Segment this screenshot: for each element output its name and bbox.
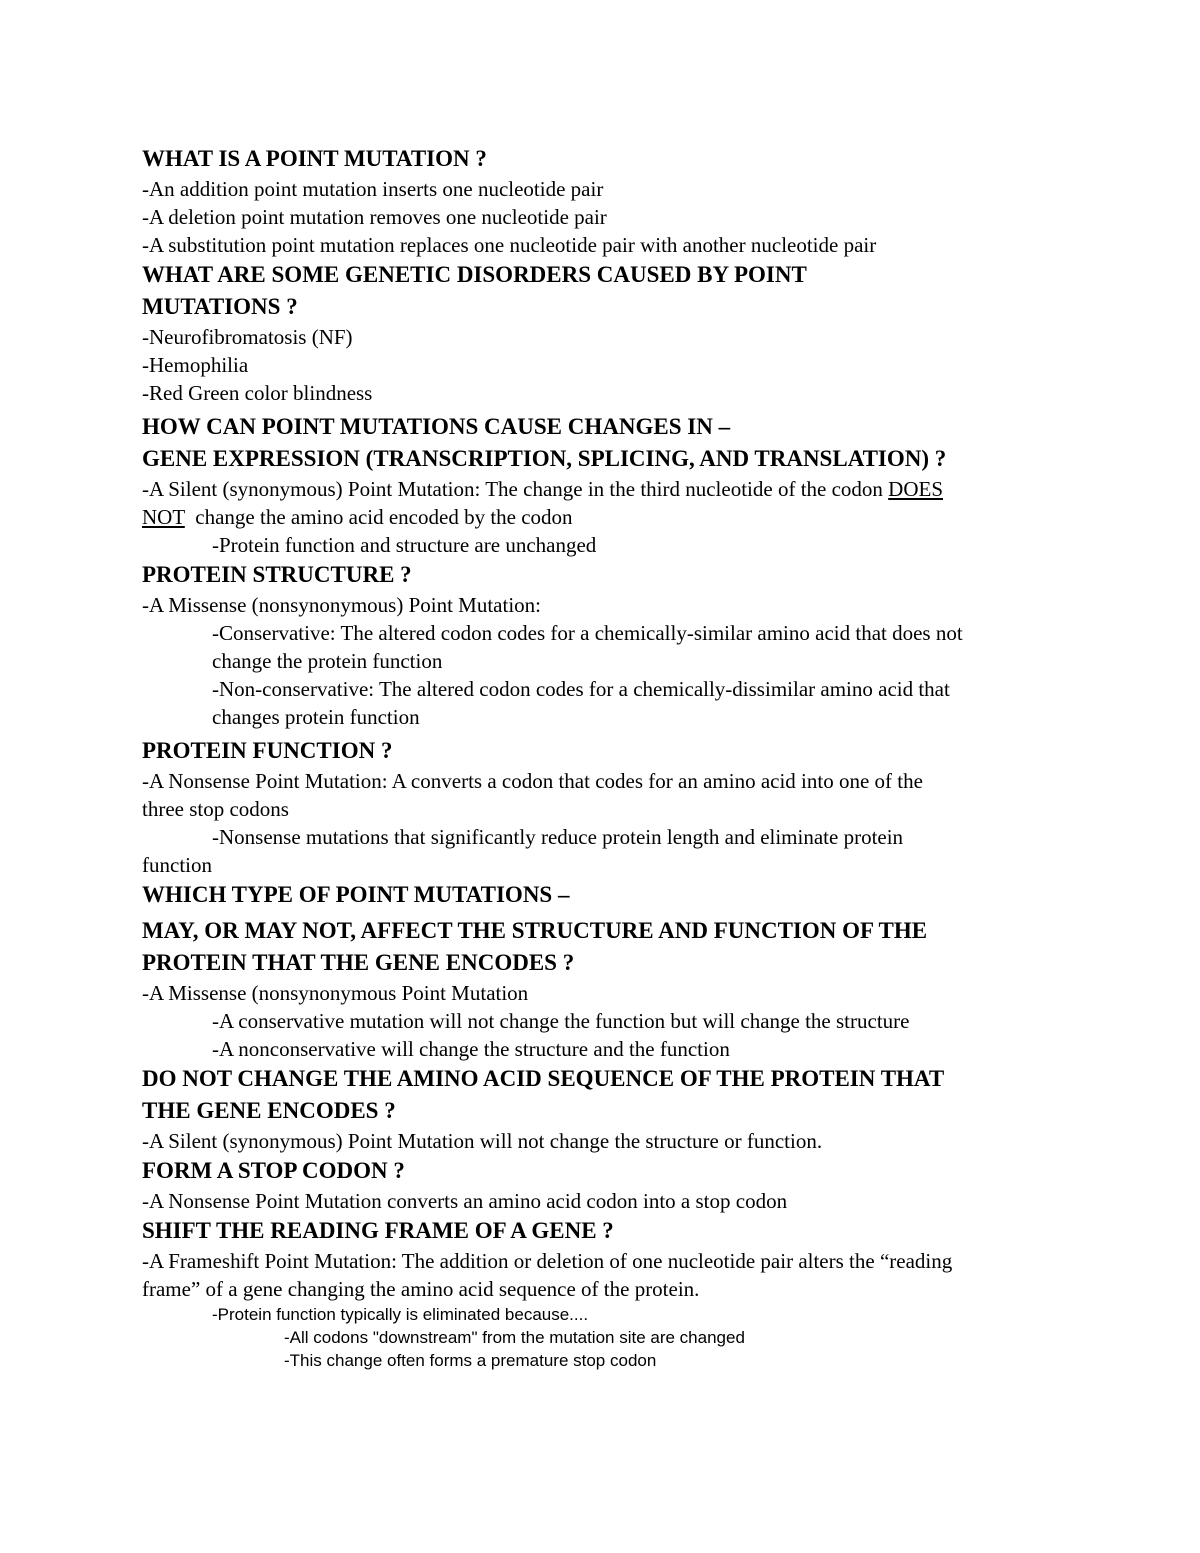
text-line-indented: -A nonconservative will change the structure and the function — [212, 1037, 730, 1061]
heading-do-not-change: DO NOT CHANGE THE AMINO ACID SEQUENCE OF THE PROTEIN THAT — [142, 1066, 945, 1091]
heading-gene-encodes: THE GENE ENCODES ? — [142, 1098, 396, 1123]
text-line: -Neurofibromatosis (NF) — [142, 325, 353, 349]
text-line: -A Missense (nonsynonymous Point Mutation — [142, 981, 529, 1005]
heading-genetic-disorders-cont: MUTATIONS ? — [142, 294, 298, 319]
text-line: -A Missense (nonsynonymous) Point Mutation: — [142, 593, 542, 617]
text-line-sans-indented: -Protein function typically is eliminated because.... — [212, 1305, 589, 1324]
underlined-text: DOES — [888, 477, 944, 501]
text-line-sans-indented: -All codons "downstream" from the mutation site are changed — [284, 1328, 745, 1347]
text-line: -A Silent (synonymous) Point Mutation will not change the structure or function. — [142, 1129, 823, 1153]
text-line-indented: changes protein function — [212, 705, 420, 729]
text-line-sans-indented: -This change often forms a premature stop codon — [284, 1351, 657, 1370]
text-line — [142, 503, 1072, 531]
text-line: -A Frameshift Point Mutation: The addition or deletion of one nucleotide pair alters the “reading — [142, 1249, 953, 1273]
text-line: function — [142, 853, 212, 877]
heading-what-is-point-mutation: WHAT IS A POINT MUTATION ? — [142, 146, 487, 171]
heading-protein-function: PROTEIN FUNCTION ? — [142, 738, 393, 763]
text-line: -Red Green color blindness — [142, 381, 373, 405]
heading-gene-expression: GENE EXPRESSION (TRANSCRIPTION, SPLICING, AND TRANSLATION) ? — [142, 446, 947, 471]
text-line: frame” of a gene changing the amino acid sequence of the protein. — [142, 1277, 700, 1301]
text-line: -Hemophilia — [142, 353, 249, 377]
text-line: -A deletion point mutation removes one nucleotide pair — [142, 205, 607, 229]
text-line: -An addition point mutation inserts one nucleotide pair — [142, 177, 604, 201]
text-span: -A Silent (synonymous) Point Mutation: The change in the third nucleotide of the codon — [142, 477, 889, 501]
heading-genetic-disorders: WHAT ARE SOME GENETIC DISORDERS CAUSED BY POINT — [142, 262, 807, 287]
underlined-text: NOT — [142, 505, 185, 529]
heading-shift-reading-frame: SHIFT THE READING FRAME OF A GENE ? — [142, 1218, 614, 1243]
heading-protein-gene-encodes: PROTEIN THAT THE GENE ENCODES ? — [142, 950, 575, 975]
text-line-indented: change the protein function — [212, 649, 443, 673]
heading-stop-codon: FORM A STOP CODON ? — [142, 1158, 405, 1183]
text-line-indented: -A conservative mutation will not change the function but will change the structure — [212, 1009, 910, 1033]
heading-which-type: WHICH TYPE OF POINT MUTATIONS – — [142, 882, 570, 907]
text-line: -A Nonsense Point Mutation: A converts a codon that codes for an amino acid into one of the — [142, 769, 923, 793]
text-line-indented: -Nonsense mutations that significantly reduce protein length and eliminate protein — [212, 825, 904, 849]
text-line-indented: -Protein function and structure are unchanged — [212, 533, 597, 557]
heading-protein-structure: PROTEIN STRUCTURE ? — [142, 562, 412, 587]
text-line-indented: -Conservative: The altered codon codes for a chemically-similar amino acid that does not — [212, 621, 963, 645]
text-line: -A Nonsense Point Mutation converts an amino acid codon into a stop codon — [142, 1189, 788, 1213]
text-line: three stop codons — [142, 797, 289, 821]
heading-may-or-may-not: MAY, OR MAY NOT, AFFECT THE STRUCTURE AND FUNCTION OF THE — [142, 918, 928, 943]
text-line: -A substitution point mutation replaces one nucleotide pair with another nucleotide pair — [142, 233, 877, 257]
document-page — [142, 143, 1072, 1372]
text-span: change the amino acid encoded by the codon — [184, 505, 573, 529]
text-line — [142, 475, 1072, 503]
heading-how-can-point-mutations: HOW CAN POINT MUTATIONS CAUSE CHANGES IN – — [142, 414, 731, 439]
text-line-indented: -Non-conservative: The altered codon codes for a chemically-dissimilar amino acid that — [212, 677, 950, 701]
